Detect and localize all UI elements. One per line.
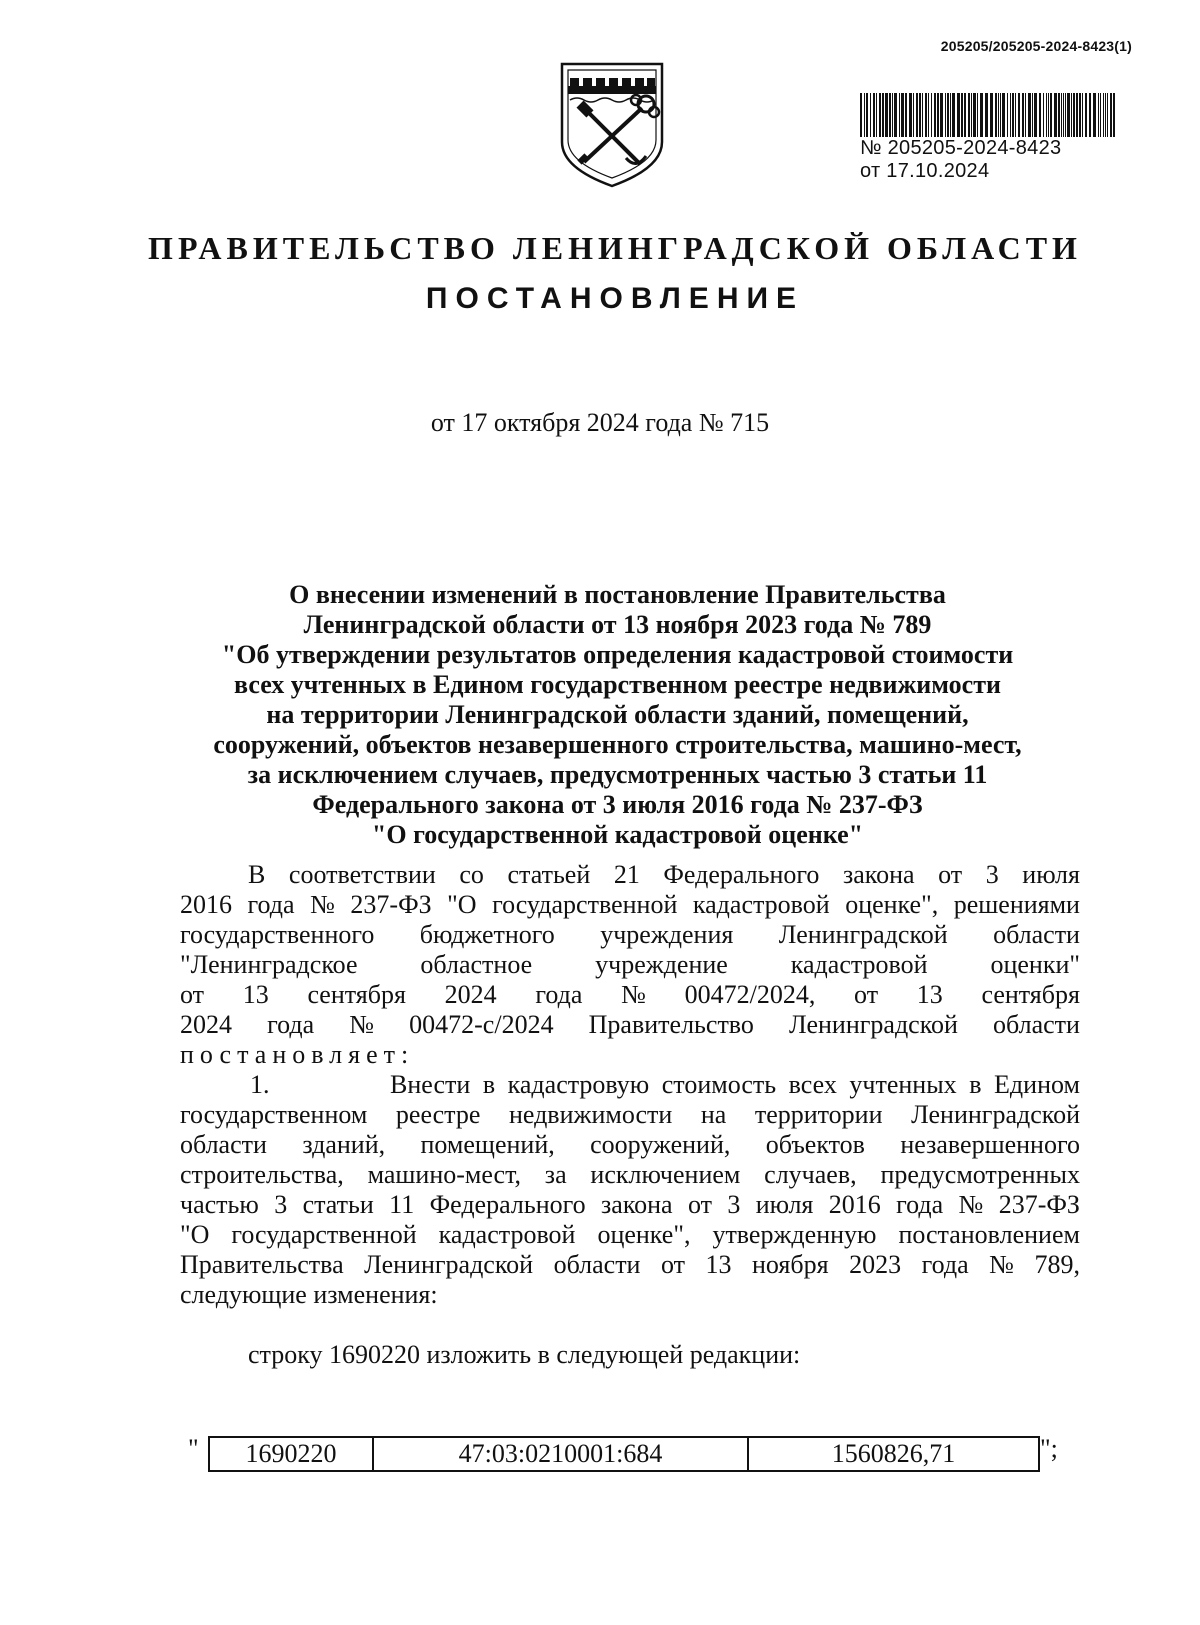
word: бюджетного <box>419 920 555 949</box>
barcode-bar <box>928 93 929 137</box>
word: 00472-с/2024 <box>409 1010 554 1039</box>
word: утвержденную <box>712 1220 877 1249</box>
subject-line: "Об утверждении результатов определения кадастровой стоимости <box>221 640 1014 669</box>
barcode-bar <box>899 93 900 137</box>
barcode-bar <box>876 93 877 137</box>
barcode-bar <box>909 93 912 137</box>
barcode-bar <box>1107 93 1108 137</box>
barcode-bar <box>892 93 893 137</box>
document-subject <box>150 580 1085 850</box>
barcode-bar <box>1012 93 1014 137</box>
barcode-bar <box>1010 93 1011 137</box>
word: области <box>993 920 1080 949</box>
word: машино-мест, <box>367 1160 521 1189</box>
barcode-bar <box>1076 93 1078 137</box>
barcode-bar <box>1002 93 1005 137</box>
barcode-bar <box>916 93 918 137</box>
word: № <box>349 1010 375 1039</box>
word: кадастровой <box>438 1220 576 1249</box>
barcode-bar <box>1071 93 1072 137</box>
barcode-bar <box>964 93 966 137</box>
word: статьей <box>507 860 591 889</box>
document-type: ПОСТАНОВЛЕНИЕ <box>425 282 805 315</box>
barcode-bar <box>1028 93 1031 137</box>
barcode-bar <box>1034 93 1037 137</box>
word: Федерального <box>663 860 820 889</box>
word: 2016 <box>180 890 232 919</box>
subject-line: за исключением случаев, предусмотренных частью 3 статьи 11 <box>247 760 988 789</box>
word: 2024 <box>444 980 497 1009</box>
word: года <box>896 1190 944 1219</box>
word: статьи <box>302 1190 374 1219</box>
preamble-line <box>180 860 1080 890</box>
word: закона <box>601 1190 673 1219</box>
barcode-icon <box>860 93 1118 137</box>
word: на <box>700 1100 727 1129</box>
barcode-bar <box>971 93 972 137</box>
word: государственной <box>231 1220 417 1249</box>
word: сооружений, <box>590 1130 731 1159</box>
open-quote: " <box>188 1434 199 1463</box>
barcode-date: от 17.10.2024 <box>860 160 990 182</box>
preamble <box>180 860 1080 1070</box>
barcode-bar <box>894 93 897 137</box>
word: учтенных <box>849 1070 957 1099</box>
item-1-line <box>180 1160 1080 1190</box>
barcode-bar <box>990 93 993 137</box>
barcode-bar <box>1073 93 1075 137</box>
word: незавершенного <box>900 1130 1080 1159</box>
item-1-line <box>180 1220 1080 1250</box>
word: "Ленинградское <box>180 950 358 979</box>
registration-barcode-block <box>860 93 1120 183</box>
word: кадастровой <box>692 890 830 919</box>
word: Ленинградской <box>778 920 948 949</box>
barcode-bar <box>860 93 862 137</box>
barcode-bar <box>998 93 999 137</box>
barcode-bar <box>1054 93 1057 137</box>
barcode-bar <box>913 93 914 137</box>
word: случаев, <box>764 1160 857 1189</box>
word: от <box>938 860 963 889</box>
word: 13 <box>705 1250 732 1279</box>
word: июля <box>1022 860 1080 889</box>
subject-line: всех учтенных в Едином государственном реестре недвижимости <box>234 670 1001 699</box>
word: области <box>993 1010 1080 1039</box>
word: государственного <box>180 920 375 949</box>
word: исключением <box>590 1160 741 1189</box>
word: в <box>482 1070 496 1099</box>
word: учреждение <box>595 950 728 979</box>
word: Едином <box>994 1070 1080 1099</box>
barcode-bar <box>973 93 976 137</box>
word: № <box>989 1250 1014 1279</box>
word: года <box>921 1250 969 1279</box>
barcode-bar <box>1082 93 1083 137</box>
row-instruction <box>248 1340 1048 1370</box>
item-1-line <box>180 1190 1080 1220</box>
barcode-bar <box>985 93 988 137</box>
barcode-bar <box>1089 93 1091 137</box>
word: июля <box>755 1190 814 1219</box>
preamble-line <box>180 920 1080 950</box>
word: государственном <box>180 1100 368 1129</box>
word: от <box>660 1250 686 1279</box>
word: В <box>248 860 266 889</box>
word: строительства, <box>180 1160 344 1189</box>
word: области <box>553 1250 641 1279</box>
word: 13 <box>242 980 269 1009</box>
barcode-bar <box>1048 93 1049 137</box>
barcode-bar <box>885 93 888 137</box>
word: кадастровой <box>790 950 928 979</box>
word: области <box>180 1130 267 1159</box>
government-title: ПРАВИТЕЛЬСТВО ЛЕНИНГРАДСКОЙ ОБЛАСТИ <box>148 230 1082 266</box>
barcode-bar <box>889 93 891 137</box>
barcode-bar <box>957 93 960 137</box>
barcode-bar <box>1113 93 1115 137</box>
word: Правительство <box>588 1010 754 1039</box>
word: Федерального <box>429 1190 586 1219</box>
barcode-bar <box>922 93 923 137</box>
word: № <box>958 1190 984 1219</box>
item-1-number: 1. <box>250 1070 270 1099</box>
word: учреждения <box>600 920 734 949</box>
cadastral-value-cell: 1560826,71 <box>831 1439 956 1468</box>
word: года <box>247 890 295 919</box>
barcode-bar <box>873 93 875 137</box>
barcode-bar <box>977 93 978 137</box>
word: оценки" <box>990 950 1080 979</box>
word: 789, <box>1034 1250 1080 1279</box>
word: ноября <box>752 1250 829 1279</box>
word: в <box>969 1070 982 1099</box>
word: оценке", <box>845 890 939 919</box>
close-quote: "; <box>1040 1434 1058 1463</box>
barcode-bar <box>1100 93 1101 137</box>
word: решениями <box>953 890 1080 919</box>
barcode-bar <box>1085 93 1087 137</box>
barcode-bar <box>1015 93 1016 137</box>
word: 237-ФЗ <box>998 1190 1080 1219</box>
word: стоимость <box>661 1070 777 1099</box>
item-1-first-line <box>180 1070 1080 1100</box>
word: помещений, <box>420 1130 555 1159</box>
word: года <box>267 1010 315 1039</box>
cadastral-table-row <box>182 1436 1082 1476</box>
barcode-bar <box>947 93 949 137</box>
word: от <box>854 980 879 1009</box>
barcode-bar <box>925 93 927 137</box>
barcode-bar <box>1105 93 1106 137</box>
item-1 <box>180 1070 1080 1310</box>
row-number-cell: 1690220 <box>210 1438 374 1470</box>
barcode-bar <box>919 93 921 137</box>
subject-line: на территории Ленинградской области зданий, помещений, <box>266 700 969 729</box>
word: недвижимости <box>508 1100 673 1129</box>
barcode-bar <box>1000 93 1001 137</box>
preamble-line <box>180 980 1080 1010</box>
word: от <box>687 1190 712 1219</box>
item-1-line: следующие изменения: <box>180 1280 438 1309</box>
barcode-bar <box>945 93 946 137</box>
barcode-bar <box>968 93 970 137</box>
barcode-bar <box>1007 93 1008 137</box>
preamble-line <box>180 950 1080 980</box>
preamble-line <box>180 890 1080 920</box>
barcode-bar <box>961 93 963 137</box>
barcode-bar <box>1046 93 1047 137</box>
word: года <box>535 980 583 1009</box>
barcode-bar <box>1098 93 1099 137</box>
barcode-bar <box>950 93 951 137</box>
barcode-bar <box>1067 93 1070 137</box>
barcode-bar <box>940 93 943 137</box>
word: Правительства <box>180 1250 344 1279</box>
coat-of-arms-icon <box>556 60 668 190</box>
document-date-number: от 17 октября 2024 года № 715 <box>430 408 770 437</box>
item-1-line <box>390 1070 1080 1100</box>
barcode-bar <box>1093 93 1096 137</box>
barcode-bar <box>1032 93 1033 137</box>
subject-line: Федерального закона от 3 июля 2016 года № 237-ФЗ <box>312 790 923 819</box>
barcode-bar <box>905 93 907 137</box>
preamble-resolves: постановляет: <box>180 1040 415 1069</box>
barcode-bar <box>864 93 865 137</box>
subject-line: О внесении изменений в постановление Правительства <box>289 580 946 609</box>
word: всех <box>788 1070 837 1099</box>
word: 3 <box>985 860 999 889</box>
word: от <box>180 980 205 1009</box>
cadastral-number-cell: 47:03:0210001:684 <box>374 1438 749 1470</box>
word: зданий, <box>302 1130 386 1159</box>
word: оценке", <box>597 1220 691 1249</box>
barcode-bar <box>1079 93 1081 137</box>
barcode-bar <box>952 93 955 137</box>
word: 2023 <box>849 1250 902 1279</box>
barcode-bar <box>937 93 939 137</box>
barcode-bar <box>866 93 868 137</box>
word: Внести <box>390 1070 471 1099</box>
word: Ленинградской <box>789 1010 958 1039</box>
barcode-bar <box>1065 93 1066 137</box>
word: частью <box>180 1190 259 1219</box>
row-instruction-text: строку 1690220 изложить в следующей редакции: <box>248 1340 801 1369</box>
word: "О <box>180 1220 210 1249</box>
word: со <box>459 860 484 889</box>
barcode-bar <box>1061 93 1062 137</box>
barcode-bar <box>1058 93 1060 137</box>
word: реестре <box>395 1100 481 1129</box>
word: сентября <box>307 980 406 1009</box>
table-row-cells <box>208 1436 1040 1472</box>
word: Ленинградской <box>364 1250 534 1279</box>
word: Ленинградской <box>911 1100 1080 1129</box>
barcode-bar <box>1043 93 1044 137</box>
barcode-bar <box>995 93 997 137</box>
barcode-bar <box>931 93 932 137</box>
barcode-bar <box>1103 93 1104 137</box>
item-1-line <box>180 1100 1080 1130</box>
subject-line: Ленинградской области от 13 ноября 2023 года № 789 <box>303 610 932 639</box>
barcode-bar <box>901 93 904 137</box>
barcode-bar <box>870 93 871 137</box>
word: объектов <box>765 1130 865 1159</box>
word: 21 <box>613 860 640 889</box>
barcode-bar <box>1025 93 1026 137</box>
word: 13 <box>916 980 943 1009</box>
subject-line: сооружений, объектов незавершенного строительства, машино-мест, <box>213 730 1022 759</box>
word: № <box>621 980 646 1009</box>
word: за <box>544 1160 567 1189</box>
word: 3 <box>727 1190 741 1219</box>
word: 2024 <box>180 1010 232 1039</box>
word: предусмотренных <box>880 1160 1080 1189</box>
word: постановлением <box>898 1220 1080 1249</box>
preamble-line <box>180 1010 1080 1040</box>
barcode-bar <box>879 93 881 137</box>
barcode-bar <box>882 93 884 137</box>
barcode-bar <box>934 93 936 137</box>
word: № <box>310 890 335 919</box>
word: областное <box>420 950 533 979</box>
barcode-bar <box>1050 93 1052 137</box>
word: государственной <box>492 890 678 919</box>
word: соответствии <box>288 860 436 889</box>
barcode-bar <box>1022 93 1024 137</box>
barcode-bar <box>1063 93 1064 137</box>
word: сентября <box>981 980 1080 1009</box>
word: закона <box>843 860 915 889</box>
word: территории <box>754 1100 883 1129</box>
barcode-bar <box>1018 93 1020 137</box>
item-1-line <box>180 1130 1080 1160</box>
word: "О <box>447 890 477 919</box>
word: кадастровую <box>507 1070 650 1099</box>
barcode-bar <box>1039 93 1041 137</box>
word: 11 <box>389 1190 415 1219</box>
word: 237-ФЗ <box>350 890 432 919</box>
item-1-line <box>180 1250 1080 1280</box>
barcode-bar <box>980 93 983 137</box>
word: 2016 <box>828 1190 881 1219</box>
barcode-number: № 205205-2024-8423 <box>860 137 1062 159</box>
registration-number-top: 205205/205205-2024-8423(1) <box>940 38 1132 54</box>
word: 00472/2024, <box>684 980 816 1009</box>
barcode-bar <box>1110 93 1112 137</box>
word: 3 <box>274 1190 288 1219</box>
subject-line: "О государственной кадастровой оценке" <box>371 820 864 849</box>
